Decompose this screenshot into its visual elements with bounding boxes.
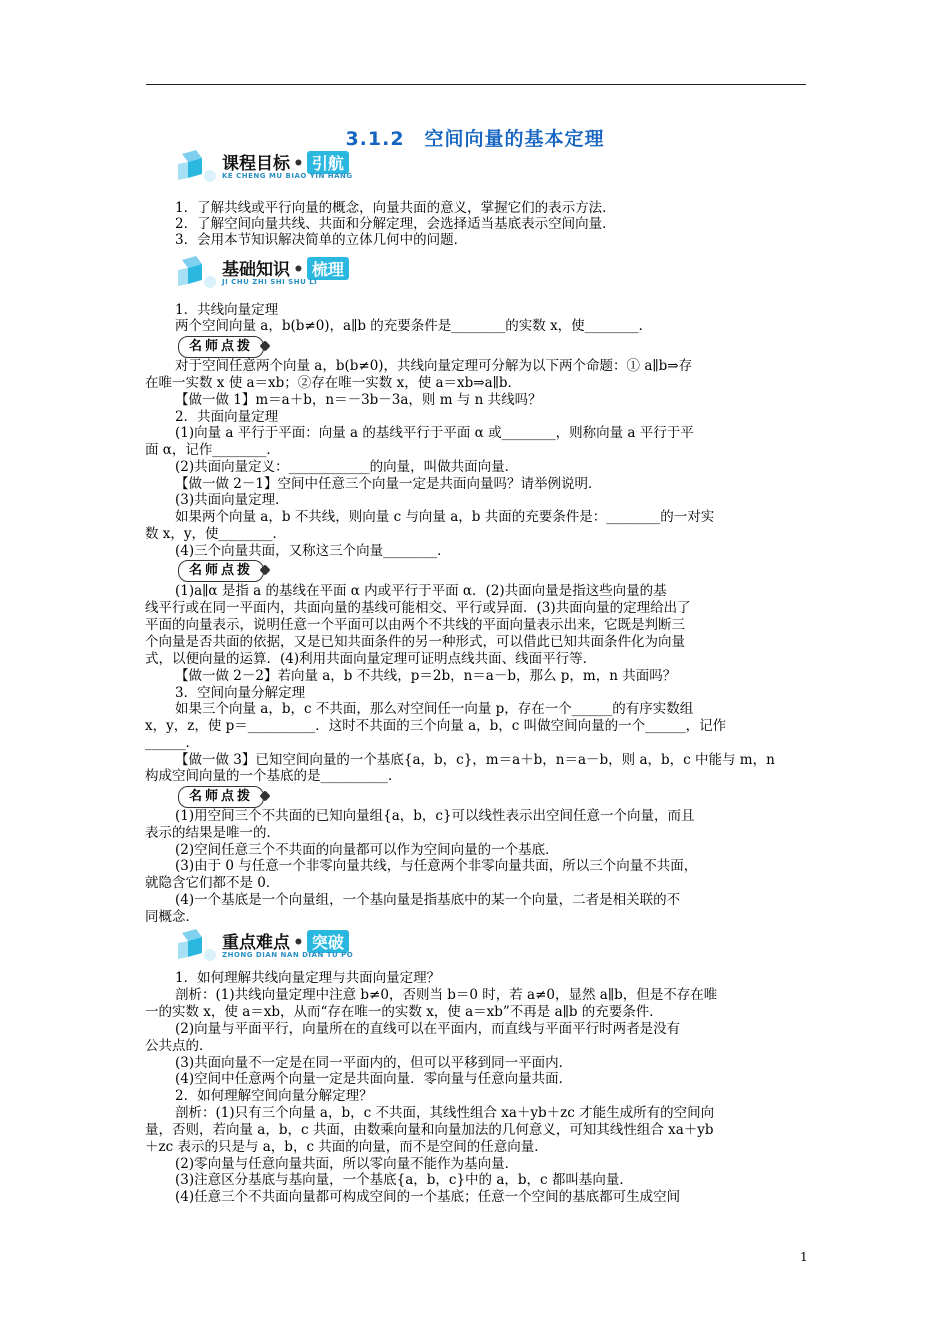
text-line: (3)由于 0 与任意一个非零向量共线，与任意两个非零向量共面，所以三个向量不共面， [175, 858, 698, 874]
page-title: 3.1.2 空间向量的基本定理 [345, 128, 605, 150]
text-line: 一的实数 x，使 a＝xb，从而“存在唯一的实数 x，使 a＝xb”不再是 a∥b 的充要条件． [145, 1004, 663, 1020]
text-line: (4)任意三个不共面向量都可构成空间的一个基底；任意一个空间的基底都可生成空间 [175, 1189, 681, 1205]
text-line: 1．如何理解共线向量定理与共面向量定理？ [175, 970, 441, 986]
text-line: 【做一做 3】已知空间向量的一个基底{a，b，c}，m＝a＋b，n＝a－b，则 a，b，c 中能与 m，n [175, 752, 775, 768]
banner-title: 重点难点 [222, 933, 290, 953]
text-line: 公共点的． [145, 1038, 213, 1054]
teacher-tip-badge: 名师点拨 [178, 786, 264, 808]
text-line: 式，以便向量的运算．(4)利用共面向量定理可证明点线共面、线面平行等． [145, 651, 597, 667]
banner-subtitle: JI CHU ZHI SHI SHU LI [222, 278, 318, 286]
text-line: 对于空间任意两个向量 a，b(b≠0)，共线向量定理可分解为以下两个命题：① a∥b⇒存 [175, 358, 693, 374]
section-banner-basics: 基础知识 • 梳理 JI CHU ZHI SHI SHU LI [176, 252, 406, 298]
text-line: 面 α，记作________． [145, 442, 280, 458]
text-line: (2)零向量与任意向量共面，所以零向量不能作为基向量． [175, 1156, 519, 1172]
teacher-tip-badge: 名师点拨 [178, 560, 264, 582]
banner-subtitle: ZHONG DIAN NAN DIAN TU PO [222, 951, 354, 959]
text-line: 表示的结果是唯一的． [145, 825, 280, 841]
text-line: (4)空间中任意两个向量一定是共面向量．零向量与任意向量共面． [175, 1071, 573, 1087]
text-line: x，y，z，使 p＝__________．这时不共面的三个向量 a，b，c 叫做空间向量的一个______，记作 [145, 718, 727, 734]
text-line: 如果三个向量 a，b，c 不共面，那么对空间任一向量 p，存在一个______的有序实数组 [175, 701, 694, 717]
text-line: 3．空间向量分解定理 [175, 685, 306, 701]
text-line: (2)向量与平面平行，向量所在的直线可以在平面内，而直线与平面平行时两者是没有 [175, 1021, 681, 1037]
text-line: (1)向量 a 平行于平面：向量 a 的基线平行于平面 α 或________，则称向量 a 平行于平 [175, 425, 694, 441]
text-line: (3)共面向量不一定是在同一平面内的，但可以平移到同一平面内． [175, 1055, 573, 1071]
banner-highlight: 突破 [307, 930, 349, 953]
banner-title: 基础知识 [222, 260, 290, 280]
text-line: (3)注意区分基底与基向量，一个基底{a，b，c}中的 a，b，c 都叫基向量． [175, 1172, 633, 1188]
banner-subtitle: KE CHENG MU BIAO YIN HANG [222, 172, 353, 180]
text-line: 量，否则，若向量 a，b，c 共面，由数乘向量和向量加法的几何意义，可知其线性组合 xa＋yb [145, 1122, 714, 1138]
banner-highlight: 引航 [307, 151, 349, 174]
banner-highlight: 梳理 [307, 257, 349, 280]
text-line: 2．了解空间向量共线、共面和分解定理，会选择适当基底表示空间向量． [175, 216, 616, 232]
text-line: 【做一做 2－2】若向量 a，b 不共线，p＝2b，n＝a－b，那么 p，m，n 共面吗？ [175, 668, 677, 684]
section-banner-keypoints: 重点难点 • 突破 ZHONG DIAN NAN DIAN TU PO [176, 925, 406, 971]
text-line: 如果两个向量 a，b 不共线，则向量 c 与向量 a，b 共面的充要条件是：________的一对实 [175, 509, 715, 525]
text-line: (1)a∥α 是指 a 的基线在平面 α 内或平行于平面 α．(2)共面向量是指这些向量的基 [175, 583, 667, 599]
cube-logo-icon [176, 927, 220, 965]
text-line: (3)共面向量定理． [175, 492, 289, 508]
text-line: 剖析：(1)共线向量定理中注意 b≠0，否则当 b＝0 时，若 a≠0，显然 a∥b，但是不存在唯 [175, 987, 718, 1003]
page-number: 1 [800, 1250, 808, 1264]
cube-logo-icon [176, 254, 220, 292]
text-line: (4)三个向量共面，又称这三个向量________． [175, 543, 451, 559]
text-line: 就隐含它们都不是 0． [145, 875, 280, 891]
text-line: 同概念． [145, 909, 199, 925]
text-line: 数 x，y，使________． [145, 526, 287, 542]
text-line: 构成空间向量的一个基底的是__________． [145, 768, 402, 784]
text-line: 剖析：(1)只有三个向量 a，b，c 不共面，其线性组合 xa＋yb＋zc 才能生成所有的空间向 [175, 1105, 715, 1121]
text-line: 个向量是否共面的依据，又是已知共面条件的另一种形式，可以借此已知共面条件化为向量 [145, 634, 685, 650]
text-line: ______． [145, 735, 199, 751]
text-line: 2．如何理解空间向量分解定理？ [175, 1088, 373, 1104]
header-rule [146, 84, 806, 85]
text-line: (2)空间任意三个不共面的向量都可以作为空间向量的一个基底． [175, 842, 559, 858]
text-line: (4)一个基底是一个向量组，一个基向量是指基底中的某一个向量，二者是相关联的不 [175, 892, 681, 908]
text-line: 两个空间向量 a，b(b≠0)，a∥b 的充要条件是________的实数 x，使________． [175, 318, 653, 334]
text-line: ＋zc 表示的只是与 a，b，c 共面的向量，而不是空间的任意向量． [145, 1139, 548, 1155]
text-line: 【做一做 2－1】空间中任意三个向量一定是共面向量吗？请举例说明． [175, 476, 602, 492]
text-line: 平面的向量表示，说明任意一个平面可以由两个不共线的平面向量表示出来，它既是判断三 [145, 617, 685, 633]
text-line: 线平行或在同一平面内，共面向量的基线可能相交、平行或异面．(3)共面向量的定理给出了 [145, 600, 691, 616]
text-line: 1．了解共线或平行向量的概念，向量共面的意义，掌握它们的表示方法． [175, 200, 616, 216]
section-banner-goals: 课程目标 • 引航 KE CHENG MU BIAO YIN HANG [176, 146, 406, 192]
text-line: 【做一做 1】m＝a＋b，n＝－3b－3a，则 m 与 n 共线吗？ [175, 392, 542, 408]
text-line: (1)用空间三个不共面的已知向量组{a，b，c}可以线性表示出空间任意一个向量，而且 [175, 808, 695, 824]
cube-logo-icon [176, 148, 220, 186]
text-line: 2．共面向量定理 [175, 409, 279, 425]
text-line: 3．会用本节知识解决简单的立体几何中的问题． [175, 232, 468, 248]
text-line: (2)共面向量定义：____________的向量，叫做共面向量． [175, 459, 519, 475]
text-line: 1．共线向量定理 [175, 302, 279, 318]
banner-title: 课程目标 [222, 154, 290, 174]
text-line: 在唯一实数 x 使 a＝xb；②存在唯一实数 x，使 a＝xb⇒a∥b． [145, 375, 522, 391]
teacher-tip-badge: 名师点拨 [178, 336, 264, 358]
